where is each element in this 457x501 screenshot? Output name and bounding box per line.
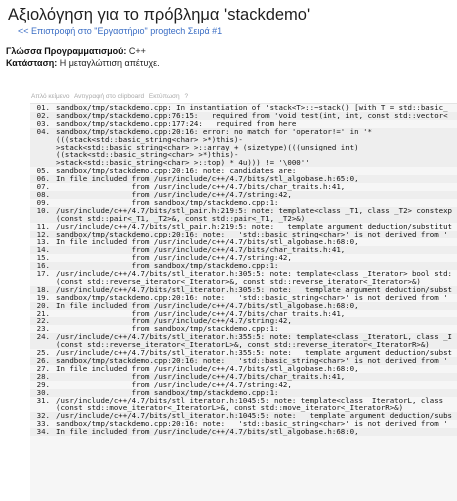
code-line: [30, 246, 457, 254]
line-text: from /usr/include/c++/4.7/string:42,: [56, 254, 292, 263]
line-number: 07.: [36, 182, 50, 192]
line-number: 24.: [36, 332, 50, 342]
code-line: [30, 270, 457, 278]
code-line: [30, 404, 457, 412]
line-text: In file included from /usr/include/c++/4.7/bits/stl_algobase.h:65:0,: [56, 175, 359, 184]
line-text: /usr/include/c++/4.7/bits/stl_iterator.h:355:5: note: template argument deduction/subst: [56, 349, 453, 357]
line-text: sandbox/tmp/stackdemo.cpp:20:16: note: 'std::basic_string<char>' is not derived from ': [56, 230, 448, 239]
code-line: [30, 183, 457, 191]
code-line: [30, 310, 457, 318]
language-row: [6, 46, 146, 56]
line-number: 06.: [36, 174, 50, 184]
line-text: (const std::reverse_iterator<_Iterator>&, const std::reverse_iterator<_Iterator>&): [56, 277, 421, 286]
line-text: /usr/include/c++/4.7/bits/stl_iterator.h:305:5: note: template<class _Iterator> bool std:: [56, 270, 453, 278]
code-line: [30, 191, 457, 199]
code-line: [30, 302, 457, 310]
code-line: [30, 349, 457, 357]
line-number: 20.: [36, 300, 50, 310]
line-text: sandbox/tmp/stackdemo.cpp:20:16: note: 'std::basic_string<char>' is not derived from ': [56, 420, 448, 429]
line-text: In file included from /usr/include/c++/4.7/bits/stl_algobase.h:68:0,: [56, 238, 359, 247]
line-number: 09.: [36, 197, 50, 207]
line-text: from /usr/include/c++/4.7/bits/char_traits.h:41,: [56, 309, 346, 318]
line-number: 21.: [36, 308, 50, 318]
line-number: 32.: [36, 411, 50, 421]
line-number: 34.: [36, 427, 50, 437]
line-text: from /usr/include/c++/4.7/string:42,: [56, 380, 292, 389]
copy-to-clipboard-link[interactable]: Αντιγραφή στο clipboard: [73, 93, 145, 100]
code-line: [30, 420, 457, 428]
line-text: (const std::reverse_iterator<_IteratorL>&, const std::reverse_iterator<_IteratorR>&): [56, 341, 430, 350]
line-number: 25.: [36, 348, 50, 358]
code-line: [30, 341, 457, 349]
line-number: [30, 136, 56, 144]
line-text: /usr/include/c++/4.7/bits/stl_iterator.h:1045:5: note: template argument deduction/subs: [56, 412, 453, 421]
code-line: [30, 428, 457, 436]
line-text: >stack<std::basic_string<char> >::top) * 4u))) != '\000'': [56, 159, 310, 168]
code-line: [30, 397, 457, 405]
line-number: 33.: [36, 419, 50, 429]
line-number: 15.: [36, 253, 50, 263]
code-line: [30, 373, 457, 381]
line-text: sandbox/tmp/stackdemo.cpp:20:16: error: no match for 'operator!=' in '*: [56, 127, 372, 136]
code-line: [30, 136, 457, 144]
code-line: [30, 278, 457, 286]
line-number: 29.: [36, 379, 50, 389]
code-line: [30, 151, 457, 159]
line-number: 02.: [36, 110, 50, 120]
line-number: 27.: [36, 363, 50, 373]
line-text: (const std::move_iterator<_IteratorL>&, const std::move_iterator<_IteratorR>&): [56, 404, 404, 413]
code-line: [30, 104, 457, 112]
line-number: 13.: [36, 237, 50, 247]
line-text: (((stack<std::basic_string<char> >*)this)-: [56, 135, 243, 144]
line-text: from sandbox/tmp/stackdemo.cpp:1:: [56, 325, 279, 334]
code-line: [30, 389, 457, 397]
line-number: 14.: [36, 245, 50, 255]
code-line: [30, 175, 457, 183]
code-line: [30, 325, 457, 333]
line-text: sandbox/tmp/stackdemo.cpp:177:24: required from here: [56, 119, 297, 128]
code-line: [30, 199, 457, 207]
line-text: >stack<std::basic_string<char> >::array + (sizetype)(((unsigned int): [56, 143, 359, 152]
line-text: /usr/include/c++/4.7/bits/stl_pair.h:219:5: note: template<class _T1, class _T2> constexp: [56, 206, 453, 215]
line-number: 16.: [36, 261, 50, 271]
code-line: [30, 333, 457, 341]
status-label: Κατάσταση:: [6, 58, 58, 68]
line-text: from /usr/include/c++/4.7/bits/char_traits.h:41,: [56, 183, 346, 191]
line-text: from sandbox/tmp/stackdemo.cpp:1:: [56, 198, 279, 207]
status-value: Η μεταγλώττιση απέτυχε.: [59, 58, 160, 68]
code-line: [30, 231, 457, 239]
line-number: 11.: [36, 221, 50, 231]
help-link[interactable]: ?: [184, 93, 189, 100]
code-line: [30, 381, 457, 389]
line-number: 10.: [36, 205, 50, 215]
code-line: [30, 412, 457, 420]
line-number: 03.: [36, 118, 50, 128]
code-toolbar: [31, 93, 191, 100]
line-text: sandbox/tmp/stackdemo.cpp:76:15: required from 'void test(int, int, const std::vector<: [56, 111, 448, 120]
line-number: [30, 144, 56, 152]
line-number: 01.: [36, 103, 50, 112]
left-gutter: [0, 103, 30, 500]
line-number: 18.: [36, 284, 50, 294]
line-text: from /usr/include/c++/4.7/bits/char_traits.h:41,: [56, 246, 346, 255]
line-text: /usr/include/c++/4.7/bits/stl_iterator.h:355:5: note: template<class _IteratorL, class _I: [56, 333, 453, 342]
line-text: from sandbox/tmp/stackdemo.cpp:1:: [56, 262, 279, 271]
code-line: [30, 294, 457, 302]
line-number: 28.: [36, 371, 50, 381]
line-text: sandbox/tmp/stackdemo.cpp: In instantiation of 'stack<T>::~stack() [with T = std::basic_: [56, 104, 448, 112]
compiler-output[interactable]: [30, 103, 457, 501]
line-text: sandbox/tmp/stackdemo.cpp:20:16: note: candidates are:: [56, 167, 297, 176]
line-number: [30, 151, 56, 159]
code-line: [30, 223, 457, 231]
code-line: [30, 262, 457, 270]
line-number: 31.: [36, 395, 50, 405]
line-text: /usr/include/c++/4.7/bits/stl_pair.h:219:5: note: template argument deduction/substitut: [56, 222, 453, 231]
line-number: 30.: [36, 387, 50, 397]
line-text: sandbox/tmp/stackdemo.cpp:20:16: note: 'std::basic_string<char>' is not derived from ': [56, 357, 448, 365]
code-line: [30, 128, 457, 136]
page-title: Αξιολόγηση για το πρόβλημα 'stackdemo': [8, 6, 311, 24]
line-text: ((stack<std::basic_string<char> >*)this)-: [56, 151, 239, 160]
line-number: 26.: [36, 356, 50, 365]
code-line: [30, 112, 457, 120]
code-line: [30, 286, 457, 294]
code-line: [30, 317, 457, 325]
code-line: [30, 238, 457, 246]
status-row: [6, 58, 160, 68]
line-number: 05.: [36, 166, 50, 176]
code-line: [30, 215, 457, 223]
language-value: C++: [128, 46, 146, 56]
line-number: 22.: [36, 316, 50, 326]
line-text: from /usr/include/c++/4.7/string:42,: [56, 190, 292, 199]
code-line: [30, 365, 457, 373]
line-text: In file included from /usr/include/c++/4.7/bits/stl_algobase.h:68:0,: [56, 364, 359, 373]
line-text: In file included from /usr/include/c++/4.7/bits/stl_algobase.h:68:0,: [56, 428, 359, 437]
line-text: (const std::pair<_T1, _T2>&, const std::pair<_T1, _T2>&): [56, 214, 306, 223]
code-line: [30, 207, 457, 215]
line-number: 04.: [36, 126, 50, 136]
line-number: 17.: [36, 269, 50, 279]
line-text: from /usr/include/c++/4.7/bits/char_traits.h:41,: [56, 372, 346, 381]
line-text: /usr/include/c++/4.7/bits/stl_iterator.h:1045:5: note: template<class _IteratorL, class _: [56, 396, 453, 405]
line-text: In file included from /usr/include/c++/4.7/bits/stl_algobase.h:68:0,: [56, 301, 359, 310]
back-to-lab-link[interactable]: << Επιστροφή στο "Εργαστήριο" progtech Σειρά #1: [18, 26, 223, 36]
code-line: [30, 167, 457, 175]
line-text: from /usr/include/c++/4.7/string:42,: [56, 317, 292, 326]
code-line: [30, 144, 457, 152]
line-number: 12.: [36, 229, 50, 239]
line-text: from sandbox/tmp/stackdemo.cpp:1:: [56, 388, 279, 397]
code-line: [30, 120, 457, 128]
code-line: [30, 357, 457, 365]
code-line: [30, 159, 457, 167]
line-text: sandbox/tmp/stackdemo.cpp:20:16: note: 'std::basic_string<char>' is not derived from ': [56, 293, 448, 302]
code-line: [30, 254, 457, 262]
line-number: 19.: [36, 292, 50, 302]
plain-text-link[interactable]: Απλό κείμενο: [31, 93, 70, 100]
print-link[interactable]: Εκτύπωση: [148, 93, 180, 100]
line-number: 08.: [36, 189, 50, 199]
line-text: /usr/include/c++/4.7/bits/stl_iterator.h:305:5: note: template argument deduction/subst: [56, 285, 453, 294]
line-number: 23.: [36, 324, 50, 334]
language-label: Γλώσσα Προγραμματισμού:: [6, 46, 127, 56]
